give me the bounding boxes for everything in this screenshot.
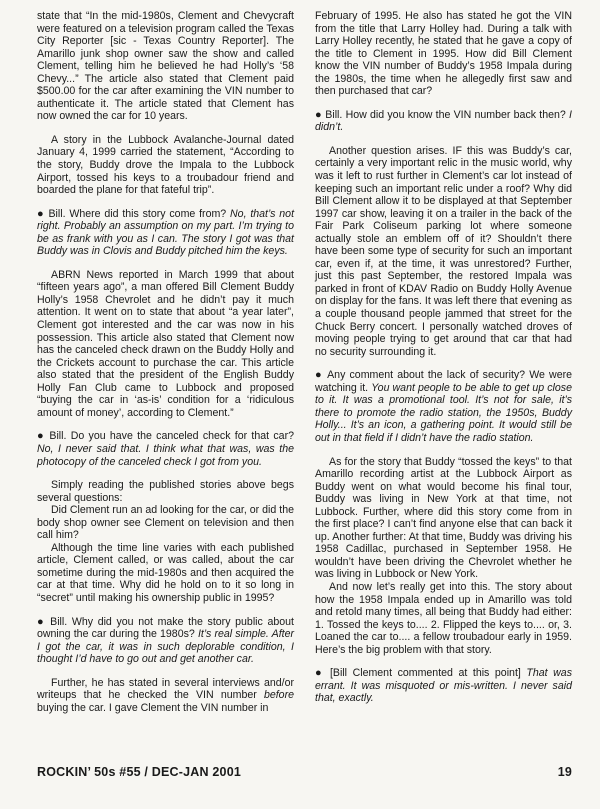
page-footer	[37, 766, 572, 779]
paragraph-text: buying the car. I gave Clement the VIN number in	[37, 701, 269, 714]
interview-answer: You want people to be able to get up close to it. It was a promotional tool. It’s not for sale, it’s there to promote the radio station, the 1950s, Buddy Holly... It’s an icon, a gathering point. It would still be out in that field if I didn’t have the radio station.	[315, 381, 572, 444]
interview-exchange	[37, 208, 294, 258]
article-paragraph: February of 1995. He also has stated he got the VIN from the title that Larry Holley had. During a talk with Larry Holley recently, he stated that he gave a copy of the title to Clement in 1995. How did Bill Clement know the VIN number of Buddy’s 1958 Impala during the 1980s, the time when he allegedly first saw and then purchased that car?	[315, 10, 572, 98]
article-paragraph: Although the time line varies with each published article, Clement called, or was called, about the car sometime during the mid-1980s and then acquired the car at that time. Why did he hold on to it so long in “secret” until making his ownership public in 1995?	[37, 541, 294, 604]
interview-question: Bill. Where did this story come from?	[48, 207, 227, 220]
emphasis-text: before	[263, 689, 294, 702]
article-paragraph: A story in the Lubbock Avalanche-Journal dated January 4, 1999 carried the statement, “According to the story, Buddy drove the Impala to the Lubbock Airport, tossed his keys to a troubadour friend and boarded the plane for that fateful trip”.	[37, 133, 294, 197]
bullet-icon: ●	[315, 108, 326, 121]
interview-exchange	[37, 616, 294, 666]
bullet-icon: ●	[37, 207, 49, 220]
bullet-icon: ●	[37, 615, 51, 628]
bullet-icon: ●	[37, 430, 50, 443]
interview-question: Any comment about the lack of security? We were watching it.	[315, 369, 573, 394]
article-paragraph: Did Clement run an ad looking for the car, or did the body shop owner see Clement on television and then call him?	[37, 504, 294, 542]
interview-exchange	[315, 667, 572, 705]
article-paragraph: Another question arises. IF this was Buddy’s car, certainly a very important relic in the music world, why was it left to rust further in Clement’s car lot instead of keeping such an important relic under a roof? Why did Bill Clement allow it to be displayed at that September 1997 car show, leaving it on a trailer in the back of the Fair Park Coliseum parking lot where someone actually stole an emblem off of it? Shouldn’t there have been some type of security for such an important car, even if, at the time, it was unrestored? Further, just this past September, the restored Impala was parked in front of KDAV Radio on Buddy Holly Avenue on display for the fans. It was left there that evening as a couple thousand people jammed that street for the Chuck Berry concert. I personally watched droves of moving people trying to get around that car that had no security surrounding it.	[315, 144, 572, 358]
page-number: 19	[557, 765, 572, 779]
bullet-icon: ●	[315, 667, 330, 680]
magazine-issue-line: ROCKIN’ 50s #55 / DEC-JAN 2001	[37, 765, 242, 779]
interview-question: Bill. Why did you not make the story public about owning the car during the 1980s?	[37, 615, 294, 641]
right-column	[315, 10, 572, 716]
article-paragraph: Simply reading the published stories above begs several questions:	[37, 479, 294, 504]
left-column	[37, 10, 294, 725]
interview-exchange	[37, 430, 294, 468]
interview-question: [Bill Clement commented at this point]	[329, 667, 521, 680]
bullet-icon: ●	[315, 369, 328, 382]
interview-question: Bill. Do you have the canceled check for that car?	[49, 430, 294, 443]
interview-answer: It’s real simple. After I got the car, it was in such deplorable condition, I thought I’d have to go out and get another car.	[37, 628, 294, 666]
article-paragraph: ABRN News reported in March 1999 that about “fifteen years ago”, a man offered Bill Clement Buddy Holly’s 1958 Chevrolet and he didn’t pay it much attention. It went on to state that about “a year later”, Clement got interested and the car was now in his possession. This article also stated that Clement now has the canceled check drawn on the Buddy Holly and the Crickets account to purchase the car. This article also stated that the president of the English Buddy Holly Fan Club came to Lubbock and proposed “buying the car in ‘as-is’ condition for a ‘ridiculous amount of money’, according to Clement.”	[37, 268, 294, 419]
interview-answer: That was errant. It was misquoted or mis-written. I never said that, exactly.	[315, 667, 573, 705]
article-paragraph	[37, 677, 294, 715]
interview-exchange	[315, 369, 572, 444]
paragraph-text: Further, he has stated in several interviews and/or writeups that he checked the VIN number	[37, 676, 294, 702]
interview-question: Bill. How did you know the VIN number back then?	[325, 108, 566, 121]
interview-answer: No, I never said that. I think what that was, was the photocopy of the canceled check I got from you.	[37, 442, 294, 468]
article-paragraph: And now let’s really get into this. The story about how the 1958 Impala ended up in Amarillo was told and retold many times, all being that Buddy had either: 1. Tossed the keys to.... 2. Flipped the keys to.... or, 3. Loaned the car to.... a fellow troubadour early in 1959. Here’s the big problem with that story.	[315, 580, 572, 656]
interview-answer: I didn’t.	[315, 108, 572, 134]
article-paragraph: state that “In the mid-1980s, Clement and Chevycraft were featured on a television program called the Texas City Reporter [sic - Texas Country Reporter]. The Amarillo junk shop owner saw the show and called Clement, telling him he believed he had Holly’s ‘58 Chevy...” The article also stated that Clement paid $500.00 for the car after examining the VIN number to authenticate it. The article stated that Clement has now owned the car for 10 years.	[37, 10, 294, 123]
interview-answer: No, that’s not right. Probably an assumption on my part. I’m trying to be as frank with you as I can. The story I got was that Buddy was in Clovis and Buddy pitched him the keys.	[37, 207, 295, 258]
interview-exchange	[315, 109, 572, 134]
article-paragraph: As for the story that Buddy “tossed the keys” to that Amarillo recording artist at the Lubbock Airport as Buddy went on what would become his final tour, Buddy was living in New York at that time, not Lubbock. Further, where did this story come from in the first place? I can’t find anyone else that can back it up. Another further: At that time, Buddy was driving his 1958 Cadillac, purchased in September 1958. He wouldn’t have been driving the Chevrolet whether he was living in Lubbock or New York.	[315, 455, 572, 581]
